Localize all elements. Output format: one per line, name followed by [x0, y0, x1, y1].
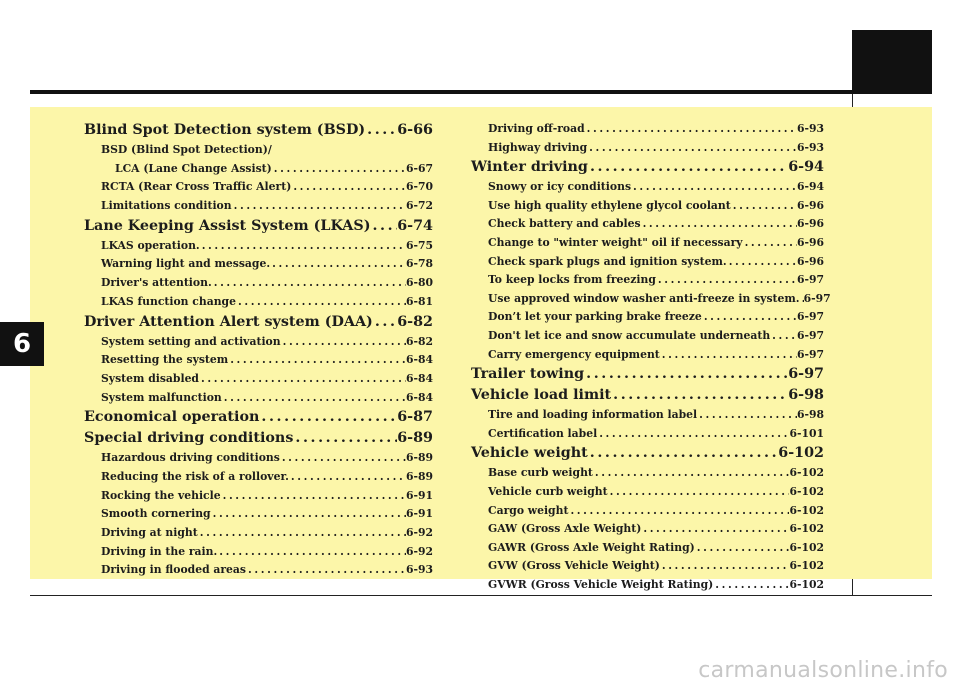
toc-subsection-entry[interactable]	[471, 502, 824, 521]
toc-subsection-entry[interactable]	[84, 487, 433, 506]
toc-page-number: 6-102	[789, 503, 824, 517]
toc-dot-leader	[660, 346, 797, 365]
toc-dot-leader	[641, 215, 797, 234]
toc-entry-label: Snowy or icy conditions	[488, 180, 632, 194]
toc-page-number: 6-102	[789, 577, 824, 591]
toc-dot-leader	[588, 157, 788, 178]
toc-entry-label: Vehicle load limit	[471, 387, 612, 404]
toc-subsection-entry[interactable]	[471, 253, 824, 272]
toc-subsection-entry[interactable]	[84, 351, 433, 370]
toc-entry-label: Warning light and message.	[101, 257, 271, 271]
toc-entry-label: Carry emergency equipment	[488, 347, 660, 361]
toc-entry-label: Don't let ice and snow accumulate underneath	[488, 328, 771, 342]
toc-entry-label: Tire and loading information label	[488, 408, 698, 422]
top-rule	[30, 90, 852, 94]
toc-subsection-entry[interactable]	[84, 389, 433, 408]
toc-entry-label: GAW (Gross Axle Weight)	[488, 522, 642, 536]
toc-subsection-entry[interactable]	[471, 178, 824, 197]
toc-page-number: 6-84	[405, 371, 433, 385]
toc-subsection-entry[interactable]	[84, 333, 433, 352]
toc-subsection-entry[interactable]	[471, 290, 831, 309]
toc-dot-leader	[199, 370, 406, 389]
toc-subsection-entry[interactable]	[471, 464, 824, 483]
toc-entry-label: Reducing the risk of a rollover.	[101, 469, 289, 483]
toc-subsection-entry[interactable]	[471, 327, 824, 346]
toc-entry-label: BSD (Blind Spot Detection)/	[101, 143, 272, 156]
toc-dot-leader	[588, 443, 779, 464]
toc-dot-leader	[289, 468, 406, 487]
toc-section-entry[interactable]	[84, 312, 433, 333]
toc-subsection-entry[interactable]	[471, 197, 824, 216]
toc-dot-leader	[608, 483, 790, 502]
toc-section-entry[interactable]	[471, 385, 824, 406]
toc-subsection-entry[interactable]	[471, 346, 824, 365]
toc-dot-leader	[702, 308, 797, 327]
toc-page-number: 6-102	[778, 445, 824, 462]
toc-dot-leader	[270, 255, 406, 274]
toc-entry-label: Check battery and cables	[488, 217, 641, 231]
toc-dot-leader	[221, 487, 406, 506]
toc-entry-label: Rocking the vehicle	[101, 488, 221, 502]
toc-dot-leader	[222, 389, 406, 408]
toc-page-number: 6-93	[796, 122, 824, 135]
toc-page-number: 6-89	[405, 451, 433, 465]
toc-entry-label: LKAS function change	[101, 294, 236, 308]
toc-page-number: 6-66	[397, 122, 433, 138]
toc-entry-label: System setting and activation	[101, 334, 281, 348]
toc-entry-label: System disabled	[101, 371, 199, 385]
toc-page-number: 6-92	[405, 526, 433, 539]
toc-entry-label: Highway driving	[488, 140, 588, 154]
toc-entry-label: Driving in flooded areas	[101, 563, 247, 577]
toc-dot-leader	[365, 120, 397, 141]
toc-subsection-entry[interactable]	[84, 524, 433, 543]
toc-page-number: 6-102	[789, 484, 824, 498]
toc-dot-leader	[656, 271, 797, 290]
toc-dot-leader	[293, 428, 397, 449]
toc-page-number: 6-78	[405, 257, 433, 271]
toc-page-number: 6-82	[405, 334, 433, 348]
toc-page-number: 6-93	[796, 140, 824, 154]
toc-page-number: 6-89	[397, 430, 433, 447]
toc-page-number: 6-101	[789, 426, 824, 440]
toc-entry-label: Smooth cornering	[101, 507, 211, 521]
toc-dot-leader	[568, 502, 789, 521]
toc-dot-leader	[212, 274, 406, 293]
toc-dot-leader	[697, 406, 797, 425]
toc-page-number: 6-82	[397, 313, 433, 330]
toc-dot-leader	[217, 543, 406, 562]
bottom-rule	[30, 595, 932, 596]
toc-page-number: 6-98	[796, 408, 824, 422]
toc-section-entry[interactable]	[471, 443, 824, 464]
toc-dot-leader	[660, 557, 790, 576]
toc-page-number: 6-97	[796, 328, 824, 342]
toc-dot-leader	[259, 407, 397, 428]
toc-page-number: 6-96	[796, 217, 824, 231]
toc-subsection-entry[interactable]	[84, 468, 433, 487]
toc-page-number: 6-93	[405, 563, 433, 577]
toc-section-entry[interactable]	[471, 364, 824, 385]
toc-dot-leader	[280, 449, 406, 468]
toc-entry-label: GVWR (Gross Vehicle Weight Rating)	[488, 577, 714, 591]
toc-subsection-entry[interactable]	[84, 255, 433, 274]
toc-page-number: 6-91	[405, 507, 433, 521]
toc-entry-label: Don’t let your parking brake freeze	[488, 310, 702, 324]
toc-dot-leader	[370, 216, 397, 237]
toc-subsection-entry[interactable]	[471, 576, 824, 595]
toc-dot-leader	[272, 160, 406, 179]
toc-subsection-entry[interactable]	[84, 543, 433, 562]
toc-dot-leader	[228, 351, 406, 370]
toc-dot-leader	[731, 197, 797, 216]
toc-entry-label: Base curb weight	[488, 466, 593, 480]
toc-subsection-entry[interactable]	[84, 141, 433, 160]
toc-page-number: 6-102	[789, 466, 824, 480]
toc-dot-leader	[200, 237, 406, 256]
toc-subsection-entry[interactable]	[471, 120, 824, 139]
toc-page-number: 6-87	[397, 409, 433, 426]
toc-subsection-entry[interactable]	[84, 160, 433, 179]
toc-dot-leader	[597, 425, 789, 444]
toc-entry-label: Driving in the rain.	[101, 544, 218, 558]
toc-page-number: 6-102	[789, 522, 824, 536]
toc-subsection-entry[interactable]	[471, 234, 824, 253]
watermark: carmanualsonline.info	[698, 658, 948, 683]
toc-entry-label: Limitations condition	[101, 199, 232, 213]
toc-dot-leader	[743, 234, 797, 253]
toc-entry-label: To keep locks from freezing	[488, 273, 656, 287]
toc-entry-label: Hazardous driving conditions	[101, 451, 280, 465]
toc-dot-leader	[585, 120, 797, 139]
toc-subsection-entry[interactable]	[471, 539, 824, 558]
toc-subsection-entry[interactable]	[84, 293, 433, 312]
toc-page-number: 6-81	[405, 294, 433, 308]
toc-dot-leader	[281, 333, 406, 352]
toc-dot-leader	[727, 253, 797, 272]
toc-page-number: 6-72	[405, 199, 433, 213]
toc-page-number: 6-75	[405, 238, 433, 252]
toc-page-number: 6-97	[796, 347, 824, 361]
toc-dot-leader	[695, 539, 790, 558]
toc-page-number: 6-98	[788, 387, 824, 404]
toc-entry-label: Lane Keeping Assist System (LKAS)	[84, 217, 371, 234]
toc-subsection-entry[interactable]	[471, 215, 824, 234]
toc-page-number: 6-92	[405, 544, 433, 558]
toc-subsection-entry[interactable]	[471, 557, 824, 576]
toc-subsection-entry[interactable]	[471, 406, 824, 425]
toc-entry-label: Trailer towing	[471, 366, 585, 383]
toc-page-number: 6-102	[789, 559, 824, 573]
toc-page-number: 6-70	[405, 180, 433, 194]
toc-entry-label: GAWR (Gross Axle Weight Rating)	[488, 540, 695, 554]
toc-dot-leader	[236, 293, 406, 312]
toc-section-entry[interactable]	[84, 120, 433, 141]
toc-entry-label: Certification label	[488, 426, 598, 440]
toc-subsection-entry[interactable]	[471, 271, 824, 290]
chapter-tab[interactable]: 6	[0, 322, 44, 366]
toc-page-number: 6-84	[405, 353, 433, 367]
toc-entry-label: Change to "winter weight" oil if necessary	[488, 235, 743, 249]
toc-page-number: 6-96	[796, 235, 824, 249]
toc-entry-label: Use approved window washer anti-freeze in system.	[488, 291, 800, 305]
toc-subsection-entry[interactable]	[471, 139, 824, 158]
toc-page-number: 6-102	[789, 540, 824, 554]
toc-entry-label: Resetting the system	[101, 353, 229, 367]
toc-right-column	[471, 120, 831, 594]
toc-page-number: 6-84	[405, 390, 433, 404]
toc-subsection-entry[interactable]	[471, 425, 824, 444]
toc-entry-label: GVW (Gross Vehicle Weight)	[488, 559, 660, 573]
toc-page-number: 6-94	[788, 159, 824, 176]
toc-subsection-entry[interactable]	[471, 308, 824, 327]
chapter-header-block	[852, 30, 932, 94]
toc-dot-leader	[198, 524, 406, 543]
toc-subsection-entry[interactable]	[84, 237, 433, 256]
toc-entry-label: Special driving conditions	[84, 430, 294, 447]
toc-page-number: 6-74	[397, 217, 433, 234]
toc-dot-leader	[584, 364, 788, 385]
toc-entry-label: Driver Attention Alert system (DAA)	[84, 313, 373, 330]
toc-page-number: 6-97	[796, 273, 824, 287]
toc-left-column	[84, 120, 433, 580]
toc-entry-label: Cargo weight	[488, 503, 569, 517]
toc-entry-label: Driver's attention.	[101, 276, 212, 290]
toc-subsection-entry[interactable]	[84, 274, 433, 293]
toc-dot-leader	[631, 178, 797, 197]
toc-entry-label: Vehicle curb weight	[488, 484, 608, 498]
toc-page-number: 6-91	[405, 488, 433, 502]
toc-subsection-entry[interactable]	[84, 178, 433, 197]
toc-dot-leader	[611, 385, 788, 406]
toc-dot-leader	[373, 312, 397, 333]
toc-page-number: 6-97	[796, 310, 824, 324]
toc-entry-label: Blind Spot Detection system (BSD)	[84, 122, 366, 138]
toc-subsection-entry[interactable]	[84, 197, 433, 216]
toc-page-number: 6-94	[796, 180, 824, 194]
toc-page-number: 6-96	[796, 254, 824, 268]
toc-dot-leader	[641, 520, 789, 539]
toc-subsection-entry[interactable]	[84, 449, 433, 468]
toc-subsection-entry[interactable]	[84, 505, 433, 524]
toc-subsection-entry[interactable]	[84, 370, 433, 389]
toc-section-entry[interactable]	[471, 157, 824, 178]
toc-dot-leader	[291, 178, 406, 197]
toc-page-number: 6-96	[796, 198, 824, 212]
toc-dot-leader	[246, 561, 406, 580]
toc-dot-leader	[211, 505, 406, 524]
toc-entry-label: Winter driving	[471, 159, 588, 176]
toc-entry-label: LKAS operation.	[101, 238, 200, 252]
toc-dot-leader	[593, 464, 790, 483]
toc-dot-leader	[232, 197, 406, 216]
toc-entry-label: Driving off-road	[488, 122, 585, 135]
toc-subsection-entry[interactable]	[471, 483, 824, 502]
toc-page-number: 6-97	[803, 291, 831, 305]
toc-page-number: 6-67	[405, 161, 433, 175]
toc-dot-leader	[713, 576, 789, 595]
toc-entry-label: RCTA (Rear Cross Traffic Alert)	[101, 180, 292, 194]
toc-entry-label: Driving at night	[101, 526, 198, 539]
toc-entry-label: LCA (Lane Change Assist)	[115, 161, 272, 175]
toc-section-entry[interactable]	[84, 428, 433, 449]
toc-dot-leader	[587, 139, 797, 158]
toc-section-entry[interactable]	[84, 216, 433, 237]
toc-subsection-entry[interactable]	[471, 520, 824, 539]
toc-entry-label: Check spark plugs and ignition system.	[488, 254, 727, 268]
toc-entry-label: Use high quality ethylene glycol coolant	[488, 198, 731, 212]
toc-dot-leader	[770, 327, 797, 346]
toc-page-number: 6-89	[405, 469, 433, 483]
toc-subsection-entry[interactable]	[84, 561, 433, 580]
toc-entry-label: Vehicle weight	[471, 445, 588, 462]
toc-page-number: 6-97	[788, 366, 824, 383]
toc-section-entry[interactable]	[84, 407, 433, 428]
toc-entry-label: System malfunction	[101, 390, 222, 404]
toc-page-number: 6-80	[405, 276, 433, 290]
toc-entry-label: Economical operation	[84, 409, 260, 426]
